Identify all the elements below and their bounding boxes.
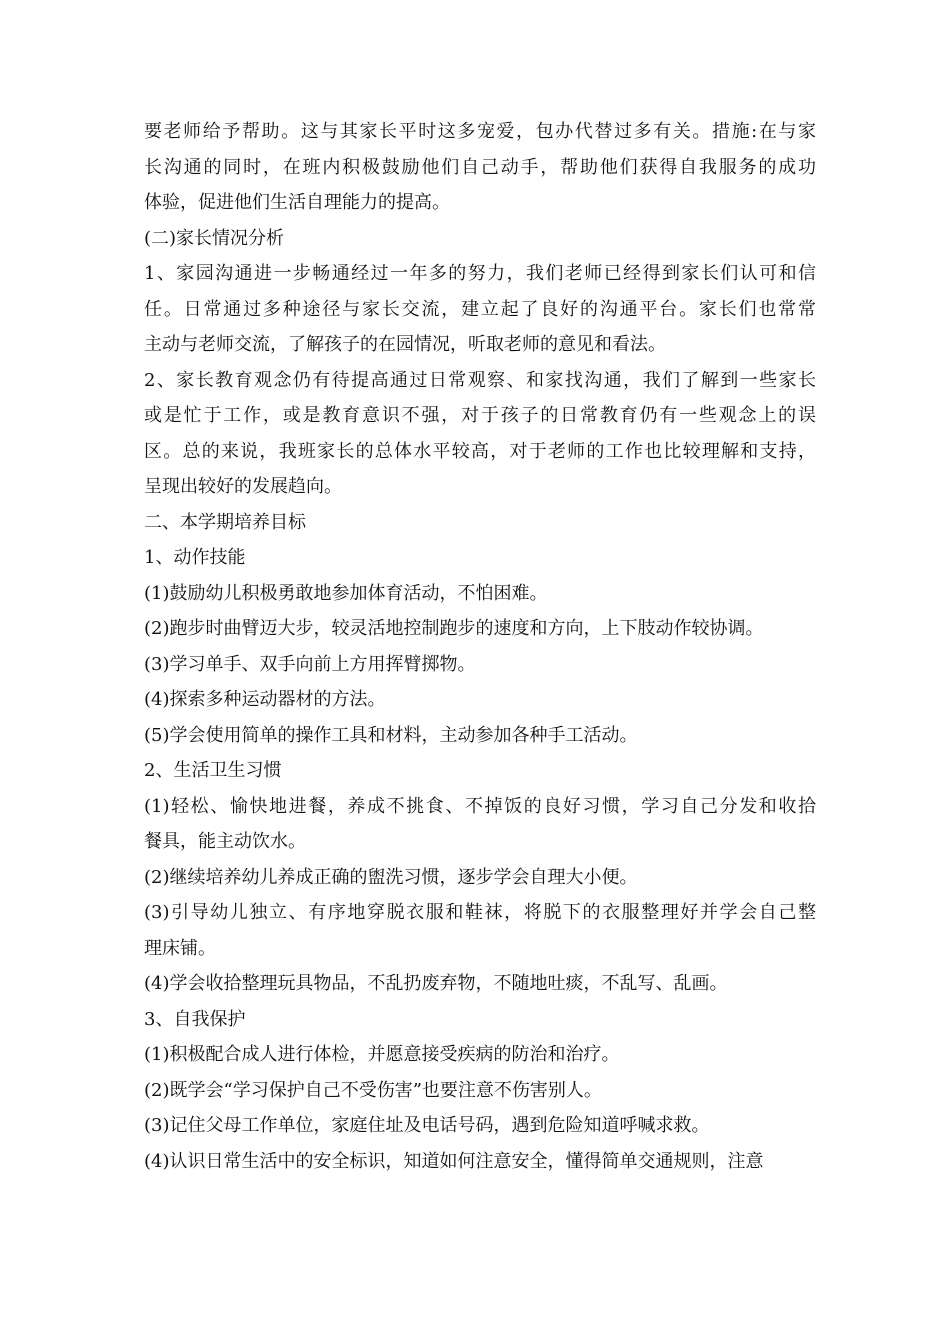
text-line: (2)跑步时曲臂迈大步，较灵活地控制跑步的速度和方向，上下肢动作较协调。: [144, 618, 764, 639]
text-line: (2)既学会“学习保护自己不受伤害”也要注意不伤害别人。: [144, 1079, 602, 1101]
text-line: 长沟通的同时，在班内积极鼓励他们自己动手，帮助他们获得自我服务的成功: [144, 156, 816, 178]
text-line: 或是忙于工作，或是教育意识不强，对于孩子的日常教育仍有一些观念上的误: [144, 405, 816, 426]
paragraph: [144, 1002, 816, 1038]
text-line: (4)探索多种运动器材的方法。: [144, 689, 386, 710]
text-line: 主动与老师交流，了解孩子的在园情况，听取老师的意见和看法。: [144, 334, 666, 355]
paragraph: [144, 611, 816, 647]
paragraph: [144, 1108, 816, 1144]
text-line: 任。日常通过多种途径与家长交流，建立起了良好的沟通平台。家长们也常常: [144, 298, 816, 320]
text-line: 区。总的来说，我班家长的总体水平较高，对于老师的工作也比较理解和支持，: [144, 440, 816, 462]
text-line: 二、本学期培养目标: [144, 511, 306, 533]
text-line: (4)认识日常生活中的安全标识，知道如何注意安全，懂得简单交通规则，注意: [144, 1150, 764, 1172]
text-line: (1)积极配合成人进行体检，并愿意接受疾病的防治和治疗。: [144, 1044, 620, 1065]
paragraph: [144, 860, 816, 896]
paragraph: [144, 1073, 816, 1109]
text-line: (1)轻松、愉快地进餐，养成不挑食、不掉饭的良好习惯，学习自己分发和收拾: [144, 795, 816, 817]
paragraph: [144, 1037, 816, 1073]
paragraph: [144, 363, 816, 505]
paragraph: [144, 966, 816, 1002]
paragraph: [144, 1144, 816, 1180]
document-body: [144, 114, 816, 1179]
text-line: 呈现出较好的发展趋向。: [144, 476, 342, 497]
paragraph: [144, 114, 816, 221]
paragraph: [144, 576, 816, 612]
text-line: (5)学会使用简单的操作工具和材料，主动参加各种手工活动。: [144, 724, 638, 746]
text-line: 1、家园沟通进一步畅通经过一年多的努力，我们老师已经得到家长们认可和信: [144, 263, 816, 284]
paragraph: [144, 221, 816, 257]
text-line: 3、自我保护: [144, 1008, 246, 1030]
paragraph: [144, 256, 816, 363]
paragraph: [144, 540, 816, 576]
text-line: (4)学会收拾整理玩具物品，不乱扔废弃物，不随地吐痰，不乱写、乱画。: [144, 973, 728, 994]
paragraph: [144, 895, 816, 966]
text-line: (3)学习单手、双手向前上方用挥臂掷物。: [144, 653, 476, 675]
paragraph: [144, 753, 816, 789]
text-line: 1、动作技能: [144, 547, 246, 568]
paragraph: [144, 647, 816, 683]
paragraph: [144, 682, 816, 718]
paragraph: [144, 505, 816, 541]
text-line: 理床铺。: [144, 937, 216, 959]
text-line: (1)鼓励幼儿积极勇敢地参加体育活动，不怕困难。: [144, 582, 548, 604]
text-line: (3)记住父母工作单位，家庭住址及电话号码，遇到危险知道呼喊求救。: [144, 1115, 710, 1136]
text-line: 要老师给予帮助。这与其家长平时这多宠爱，包办代替过多有关。措施:在与家: [144, 121, 816, 142]
paragraph: [144, 718, 816, 754]
text-line: 2、生活卫生习惯: [144, 760, 282, 781]
text-line: 2、家长教育观念仍有待提高通过日常观察、和家找沟通，我们了解到一些家长: [144, 369, 816, 391]
text-line: (3)引导幼儿独立、有序地穿脱衣服和鞋袜，将脱下的衣服整理好并学会自己整: [144, 902, 816, 923]
text-line: (2)继续培养幼儿养成正确的盥洗习惯，逐步学会自理大小便。: [144, 866, 638, 888]
text-line: 餐具，能主动饮水。: [144, 831, 306, 852]
text-line: 体验，促进他们生活自理能力的提高。: [144, 192, 450, 213]
paragraph: [144, 789, 816, 860]
text-line: (二)家长情况分析: [144, 227, 285, 249]
